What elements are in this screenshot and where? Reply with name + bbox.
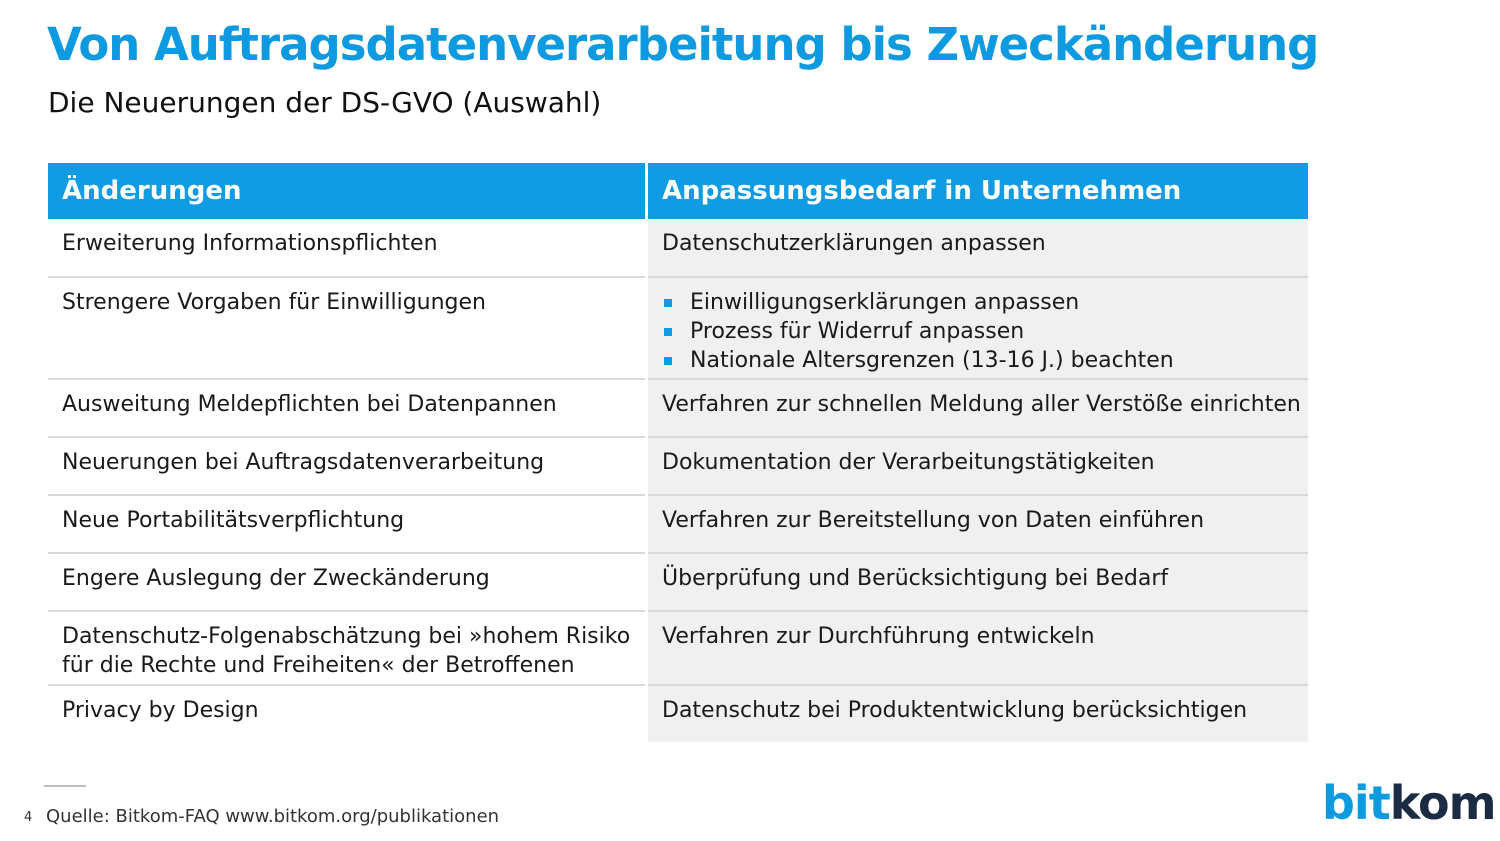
need-text: Prozess für Widerruf anpassen [690,319,1025,344]
need-text: Verfahren zur Durchführung entwickeln [662,624,1095,649]
table-row [48,278,1308,380]
bitkom-logo [1322,776,1496,830]
page-number: 4 [24,810,33,825]
change-cell [48,219,645,278]
square-bullet-icon [664,299,672,307]
square-bullet-icon [664,328,672,336]
table-row [48,438,1308,496]
changes-table [48,163,1308,742]
change-text: Strengere Vorgaben für Einwilligungen [62,290,486,315]
column-header-changes: Änderungen [48,163,645,219]
logo-part-kom: kom [1389,776,1496,830]
need-text: Nationale Altersgrenzen (13-16 J.) beachten [690,348,1174,373]
need-text: Verfahren zur Bereitstellung von Daten einführen [662,508,1205,533]
change-cell [48,612,645,686]
change-cell [48,380,645,438]
logo-part-bit: bit [1322,776,1390,830]
change-cell [48,278,645,380]
change-text: für die Rechte und Freiheiten« der Betroffenen [62,653,575,678]
change-text: Erweiterung Informationspflichten [62,231,438,256]
list-item [662,346,1308,375]
need-cell [648,686,1308,742]
change-text: Datenschutz-Folgenabschätzung bei »hohem Risiko [62,624,631,649]
change-cell [48,496,645,554]
change-text: Engere Auslegung der Zweckänderung [62,566,490,591]
need-cell [648,219,1308,278]
need-cell [648,496,1308,554]
table-row [48,380,1308,438]
need-bullet-list [662,288,1308,375]
table-row [48,612,1308,686]
need-text: Überprüfung und Berücksichtigung bei Bedarf [662,566,1169,591]
page-subtitle: Die Neuerungen der DS-GVO (Auswahl) [48,86,602,119]
need-cell [648,278,1308,380]
change-text: Privacy by Design [62,698,259,723]
need-text: Einwilligungserklärungen anpassen [690,290,1080,315]
change-cell [48,438,645,496]
table-row [48,686,1308,742]
list-item [662,317,1308,346]
need-text: Verfahren zur schnellen Meldung aller Verstöße einrichten [662,392,1301,417]
need-cell [648,380,1308,438]
need-text: Datenschutzerklärungen anpassen [662,231,1046,256]
table-row [48,496,1308,554]
change-cell [48,686,645,742]
change-text: Neuerungen bei Auftragsdatenverarbeitung [62,450,545,475]
change-text: Ausweitung Meldepflichten bei Datenpannen [62,392,557,417]
need-cell [648,554,1308,612]
footer-divider [44,785,86,787]
table-header-row [48,163,1308,219]
table-row [48,554,1308,612]
change-text: Neue Portabilitätsverpflichtung [62,508,405,533]
table-body [48,219,1308,742]
need-text: Dokumentation der Verarbeitungstätigkeiten [662,450,1155,475]
need-cell [648,438,1308,496]
table-row [48,219,1308,278]
page-title: Von Auftragsdatenverarbeitung bis Zweckänderung [47,18,1319,71]
column-header-need: Anpassungsbedarf in Unternehmen [648,163,1308,219]
change-cell [48,554,645,612]
list-item [662,288,1308,317]
source-note: Quelle: Bitkom-FAQ www.bitkom.org/publikationen [46,806,500,827]
need-cell [648,612,1308,686]
need-text: Datenschutz bei Produktentwicklung berücksichtigen [662,698,1248,723]
square-bullet-icon [664,357,672,365]
